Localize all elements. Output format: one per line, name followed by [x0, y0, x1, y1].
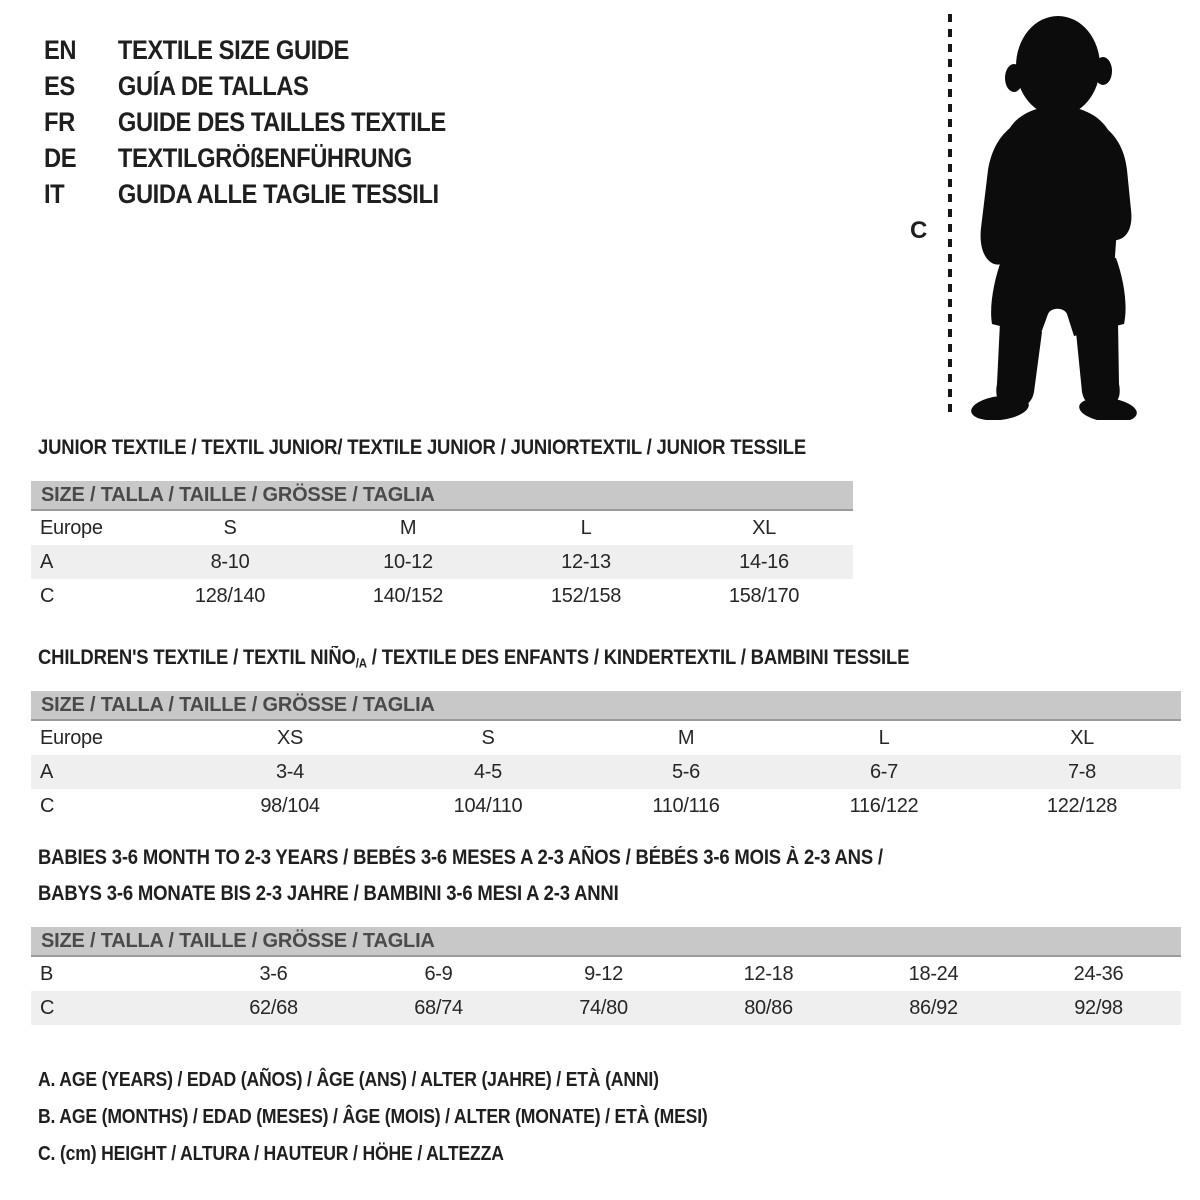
- table-cell: 68/74: [414, 996, 463, 1019]
- language-title-list: [44, 32, 446, 212]
- table-cell: C: [40, 584, 55, 607]
- table-row: [31, 991, 1181, 1025]
- table-cell: 6-9: [424, 962, 453, 985]
- children-size-header-bar: SIZE / TALLA / TAILLE / GRÖSSE / TAGLIA: [31, 691, 1181, 721]
- table-cell: 24-36: [1073, 962, 1124, 985]
- babies-section-title-line2: BABYS 3-6 MONATE BIS 2-3 JAHRE / BAMBINI 3-6 MESI A 2-3 ANNI: [38, 882, 619, 905]
- table-cell: 18-24: [908, 962, 959, 985]
- lang-code: DE: [44, 142, 77, 173]
- babies-table: [31, 927, 1181, 1025]
- table-row: [31, 579, 853, 613]
- table-cell: C: [40, 794, 55, 817]
- table-cell: C: [40, 996, 55, 1019]
- children-title-pre: CHILDREN'S TEXTILE / TEXTIL NIÑO: [38, 646, 356, 669]
- table-cell: 5-6: [671, 760, 700, 783]
- guide-title-es: GUÍA DE TALLAS: [117, 70, 309, 101]
- lang-row-de: [44, 140, 446, 176]
- guide-title-en: TEXTILE SIZE GUIDE: [117, 34, 349, 65]
- table-row: [31, 545, 853, 579]
- table-cell: 12-18: [743, 962, 794, 985]
- table-cell: 104/110: [453, 794, 523, 817]
- table-cell: 80/86: [744, 996, 793, 1019]
- table-cell: B: [40, 962, 54, 985]
- lang-code: FR: [44, 106, 75, 137]
- lang-row-fr: [44, 104, 446, 140]
- table-cell: M: [677, 726, 695, 749]
- guide-title-it: GUIDA ALLE TAGLIE TESSILI: [117, 178, 439, 209]
- table-cell: L: [580, 516, 592, 539]
- table-cell: 7-8: [1067, 760, 1096, 783]
- children-title-post: / TEXTILE DES ENFANTS / KINDERTEXTIL / BAMBINI TESSILE: [366, 646, 910, 669]
- note-age-years: A. AGE (YEARS) / EDAD (AÑOS) / ÂGE (ANS) / ALTER (JAHRE) / ETÀ (ANNI): [38, 1069, 659, 1091]
- table-cell: M: [399, 516, 417, 539]
- table-cell: 3-4: [275, 760, 304, 783]
- table-row: [31, 755, 1181, 789]
- table-cell: 152/158: [550, 584, 622, 607]
- children-title-sub: /A: [355, 655, 367, 671]
- table-cell: 14-16: [739, 550, 789, 573]
- baby-silhouette-icon: [956, 12, 1142, 420]
- table-cell: 98/104: [260, 794, 320, 817]
- table-cell: 4-5: [473, 760, 502, 783]
- junior-section-title: JUNIOR TEXTILE / TEXTIL JUNIOR/ TEXTILE JUNIOR / JUNIORTEXTIL / JUNIOR TESSILE: [38, 436, 807, 459]
- table-cell: 9-12: [584, 962, 623, 985]
- guide-title-fr: GUIDE DES TAILLES TEXTILE: [117, 106, 446, 137]
- table-cell: 8-10: [210, 550, 250, 573]
- table-cell: A: [40, 760, 54, 783]
- table-cell: 158/170: [728, 584, 800, 607]
- table-cell: XS: [276, 726, 304, 749]
- table-cell: A: [40, 550, 54, 573]
- children-table: [31, 691, 1181, 823]
- table-cell: 74/80: [579, 996, 628, 1019]
- table-cell: 116/122: [849, 794, 919, 817]
- table-cell: Europe: [40, 726, 103, 749]
- table-cell: XL: [1070, 726, 1094, 749]
- table-cell: 140/152: [372, 584, 444, 607]
- table-cell: 110/116: [652, 794, 720, 817]
- lang-code: ES: [44, 70, 75, 101]
- table-cell: S: [481, 726, 495, 749]
- junior-table: [31, 481, 853, 613]
- children-section-title: [38, 646, 909, 670]
- table-row: [31, 721, 1181, 755]
- note-height-cm: C. (cm) HEIGHT / ALTURA / HAUTEUR / HÖHE / ALTEZZA: [38, 1143, 504, 1165]
- table-cell: 122/128: [1046, 794, 1118, 817]
- height-dashed-line: [948, 14, 952, 416]
- table-cell: Europe: [40, 516, 103, 539]
- table-cell: 10-12: [383, 550, 433, 573]
- babies-size-header-bar: SIZE / TALLA / TAILLE / GRÖSSE / TAGLIA: [31, 927, 1181, 957]
- table-cell: XL: [752, 516, 776, 539]
- table-cell: 86/92: [909, 996, 958, 1019]
- lang-row-it: [44, 176, 446, 212]
- lang-code: EN: [44, 34, 77, 65]
- table-row: [31, 789, 1181, 823]
- junior-size-header-bar: SIZE / TALLA / TAILLE / GRÖSSE / TAGLIA: [31, 481, 853, 511]
- table-cell: 128/140: [194, 584, 266, 607]
- height-measure-label: C: [910, 217, 928, 244]
- table-cell: 12-13: [561, 550, 611, 573]
- table-row: [31, 957, 1181, 991]
- lang-row-en: [44, 32, 446, 68]
- table-cell: 62/68: [249, 996, 298, 1019]
- lang-row-es: [44, 68, 446, 104]
- table-cell: S: [223, 516, 237, 539]
- lang-code: IT: [44, 178, 65, 209]
- note-age-months: B. AGE (MONTHS) / EDAD (MESES) / ÂGE (MOIS) / ALTER (MONATE) / ETÀ (MESI): [38, 1106, 708, 1128]
- table-row: [31, 511, 853, 545]
- table-cell: 3-6: [259, 962, 288, 985]
- table-cell: L: [878, 726, 890, 749]
- table-cell: 92/98: [1074, 996, 1123, 1019]
- guide-title-de: TEXTILGRÖßENFÜHRUNG: [117, 142, 412, 173]
- babies-section-title-line1: BABIES 3-6 MONTH TO 2-3 YEARS / BEBÉS 3-6 MESES A 2-3 AÑOS / BÉBÉS 3-6 MOIS À 2-3 ANS /: [38, 846, 883, 869]
- table-cell: 6-7: [869, 760, 898, 783]
